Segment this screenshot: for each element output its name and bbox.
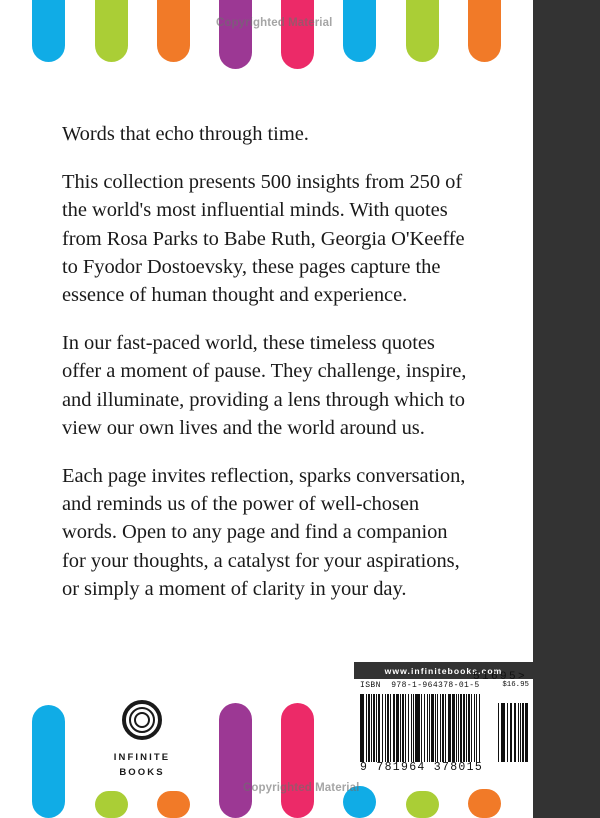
copyright-watermark-top: Copyrighted Material [216, 17, 333, 29]
back-cover-blurb [62, 120, 474, 603]
isbn-barcode-panel [354, 662, 533, 780]
publisher-name-line2: BOOKS [119, 767, 165, 778]
bar-top-pink [281, 0, 314, 69]
barcode-addon-digits: 51695> [472, 671, 527, 683]
bar-top-blue [32, 0, 65, 62]
bar-top-orange [157, 0, 190, 62]
blurb-paragraph-1: This collection presents 500 insights from 250 of the world's most influential minds. With quotes from Rosa Parks to Babe Ruth, Georgia O'Keeffe to Fyodor Dostoevsky, these pages capture the essence of human thought and experience. [62, 171, 465, 307]
logo-core-ring [134, 712, 150, 728]
blurb-paragraph-2: In our fast-paced world, these timeless quotes offer a moment of pause. They challenge, inspire, and illuminate, providing a lens through which to view our own lives and the world around us. [62, 332, 467, 439]
logo-inner-ring [129, 707, 155, 733]
bar-bottom-pink [281, 703, 314, 818]
publisher-name-line1: INFINITE [113, 752, 171, 763]
bar-bottom-blue [32, 705, 65, 818]
bar-top-blue-2 [343, 0, 376, 62]
bar-top-green-2 [406, 0, 439, 62]
publisher-website: www.infinitebooks.com [354, 662, 533, 679]
bar-bottom-green-2 [406, 791, 439, 818]
bar-bottom-orange-2 [468, 789, 501, 818]
blurb-paragraph-3: Each page invites reflection, sparks conversation, and reminds us of the power of well-chosen words. Open to any page and find a companion for your thoughts, a catalyst for your aspirations, or simply a moment of clarity in your day. [62, 465, 466, 600]
concentric-circles-icon [122, 700, 162, 740]
blurb-tagline: Words that echo through time. [62, 123, 309, 145]
bar-top-purple [219, 0, 252, 69]
ean13-barcode [360, 694, 490, 762]
copyright-watermark-bottom: Copyrighted Material [243, 782, 360, 794]
isbn-digits: 978-1-964378-01-5 [391, 681, 480, 690]
bar-top-green [95, 0, 128, 62]
ean13-human-readable-digits: 9 781964 378015 [360, 761, 484, 774]
publisher-logo [104, 700, 180, 780]
bar-bottom-orange [157, 791, 190, 818]
price-text: $16.95 [502, 681, 529, 689]
bar-bottom-green [95, 791, 128, 818]
bar-top-orange-2 [468, 0, 501, 62]
book-spine-edge [533, 0, 600, 818]
bar-bottom-blue-2 [343, 786, 376, 818]
bar-bottom-purple [219, 703, 252, 818]
isbn-number-text [360, 681, 480, 690]
ean5-addon-barcode [498, 703, 531, 762]
isbn-label: ISBN [360, 681, 381, 690]
